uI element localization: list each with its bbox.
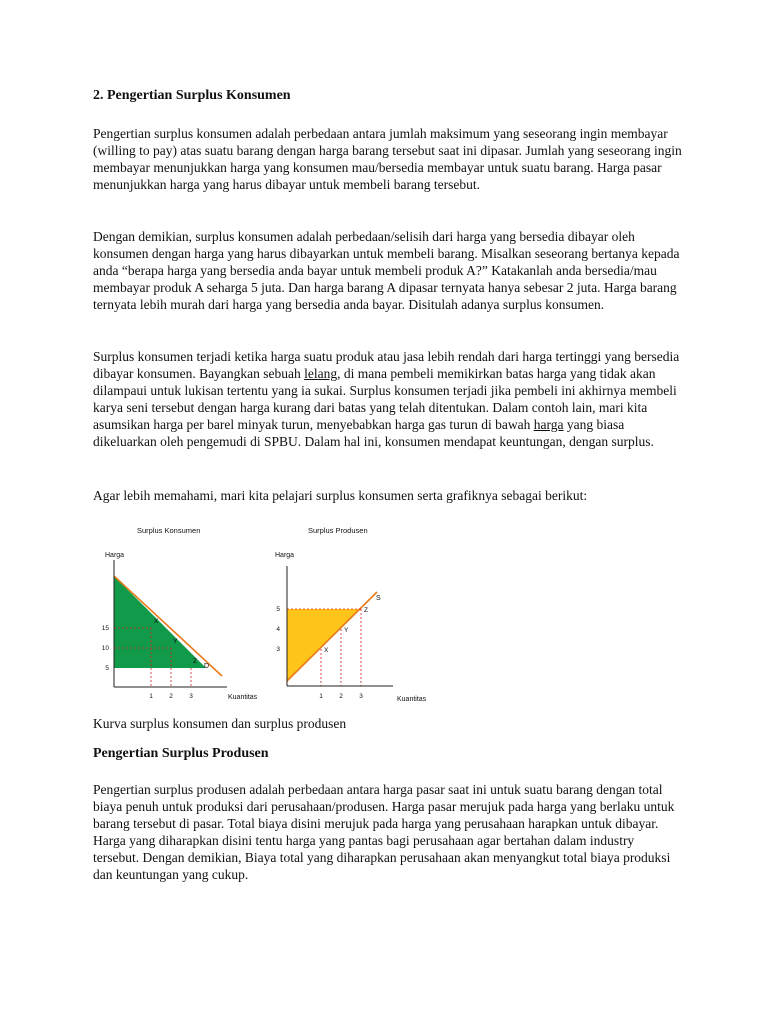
- chart2-point-z-label: Z: [364, 607, 368, 614]
- chart2-curve-label: S: [376, 595, 381, 602]
- chart1-point-z-label: Z: [193, 658, 197, 665]
- paragraph-3-text-c: yang biasa dikeluarkan oleh pengemudi di SPBU. Dalam hal ini, konsumen mendapat keuntungan, dengan surplus.: [93, 417, 654, 449]
- surplus-charts-svg: [95, 518, 445, 708]
- chart1-xtick-2: 2: [169, 693, 173, 700]
- chart1-xlabel: Kuantitas: [228, 694, 258, 701]
- chart2-xtick-1: 1: [319, 693, 323, 700]
- section-heading-producer-surplus: Pengertian Surplus Produsen: [93, 746, 269, 761]
- chart2-xlabel: Kuantitas: [397, 696, 427, 703]
- chart1-ylabel: Harga: [105, 552, 125, 559]
- chart2-ylabel: Harga: [275, 552, 295, 559]
- chart2-point-x-label: X: [324, 647, 329, 654]
- chart2-point-y-label: Y: [344, 627, 349, 634]
- figure-caption: Kurva surplus konsumen dan surplus produsen: [93, 716, 347, 731]
- paragraph-4: Agar lebih memahami, mari kita pelajari surplus konsumen serta grafiknya sebagai berikut:: [93, 488, 588, 503]
- link-harga[interactable]: harga: [533, 417, 564, 432]
- chart1-title: Surplus Konsumen: [137, 526, 201, 535]
- surplus-charts-figure: [95, 518, 445, 708]
- paragraph-3-text-a: Surplus konsumen terjadi ketika harga suatu produk atau jasa lebih rendah dari harga tertinggi yang bersedia dibayar konsumen. Bayangkan sebuah: [93, 349, 680, 381]
- chart2-xtick-2: 2: [339, 693, 343, 700]
- chart2-ytick-3: 3: [276, 646, 280, 653]
- link-lelang[interactable]: lelang: [304, 366, 338, 381]
- chart1-ytick-10: 10: [101, 645, 109, 652]
- chart1-xtick-3: 3: [189, 693, 193, 700]
- section-heading-consumer-surplus: 2. Pengertian Surplus Konsumen: [93, 88, 291, 103]
- paragraph-2: Dengan demikian, surplus konsumen adalah perbedaan/selisih dari harga yang bersedia dibayar oleh konsumen dengan harga yang harus dibayarkan untuk membeli barang. Misalkan seseorang bertanya kepada anda “berapa harga yang bersedia anda bayar untuk membeli produk A?” Katakanlah anda bersedia/mau membayar produk A seharga 5 juta. Dan harga barang A dipasar ternyata hanya sebesar 2 juta. Harga barang ternyata lebih murah dari harga yang bersedia anda bayar. Disitulah adanya surplus konsumen.: [93, 229, 680, 312]
- chart2-title: Surplus Produsen: [308, 526, 368, 535]
- chart1-xtick-1: 1: [149, 693, 153, 700]
- chart2-xtick-3: 3: [359, 693, 363, 700]
- chart2-ytick-4: 4: [276, 626, 280, 633]
- paragraph-3: [93, 348, 683, 450]
- chart2-ytick-5: 5: [276, 606, 280, 613]
- paragraph-3-text-b: , di mana pembeli memikirkan batas harga yang tidak akan dilampaui untuk lukisan tertentu yang ia sukai. Surplus konsumen terjadi jika pembeli ini akhirnya membeli karya seni tersebut dengan harga kurang dari batas yang telah ditentukan. Dalam contoh lain, mari kita asumsikan harga per barel minyak turun, menyebabkan harga gas turun di bawah: [93, 366, 677, 432]
- paragraph-5: Pengertian surplus produsen adalah perbedaan antara harga pasar saat ini untuk suatu barang dengan total biaya penuh untuk produksi dari perusahaan/produsen. Harga pasar merujuk pada harga yang berlaku untuk barang tersebut di pasar. Total biaya disini merujuk pada harga yang perusahaan harapkan untuk dibayar. Harga yang diharapkan disini tentu harga yang pantas bagi perusahaan agar bertahan dalam industry tersebut. Dengan demikian, Biaya total yang diharapkan perusahaan akan menyangkut total biaya produksi dan keuntungan yang cukup.: [93, 782, 675, 882]
- paragraph-1: Pengertian surplus konsumen adalah perbedaan antara jumlah maksimum yang seseorang ingin membayar (willing to pay) atas suatu barang dengan harga barang tersebut saat ini dipasar. Jumlah yang seseorang ingin membayar menunjukkan harga yang konsumen mau/bersedia membayar untuk suatu barang. Harga pasar menunjukkan harga yang harus dibayar untuk membeli barang tersebut.: [93, 126, 682, 192]
- chart1-ytick-5: 5: [105, 665, 109, 672]
- chart1-curve-label: D: [204, 663, 210, 670]
- chart1-ytick-15: 15: [101, 625, 109, 632]
- chart-consumer-surplus: [102, 526, 258, 701]
- chart-producer-surplus: [275, 526, 427, 703]
- chart1-point-y-label: Y: [173, 638, 178, 645]
- chart1-point-x-label: X: [154, 618, 159, 625]
